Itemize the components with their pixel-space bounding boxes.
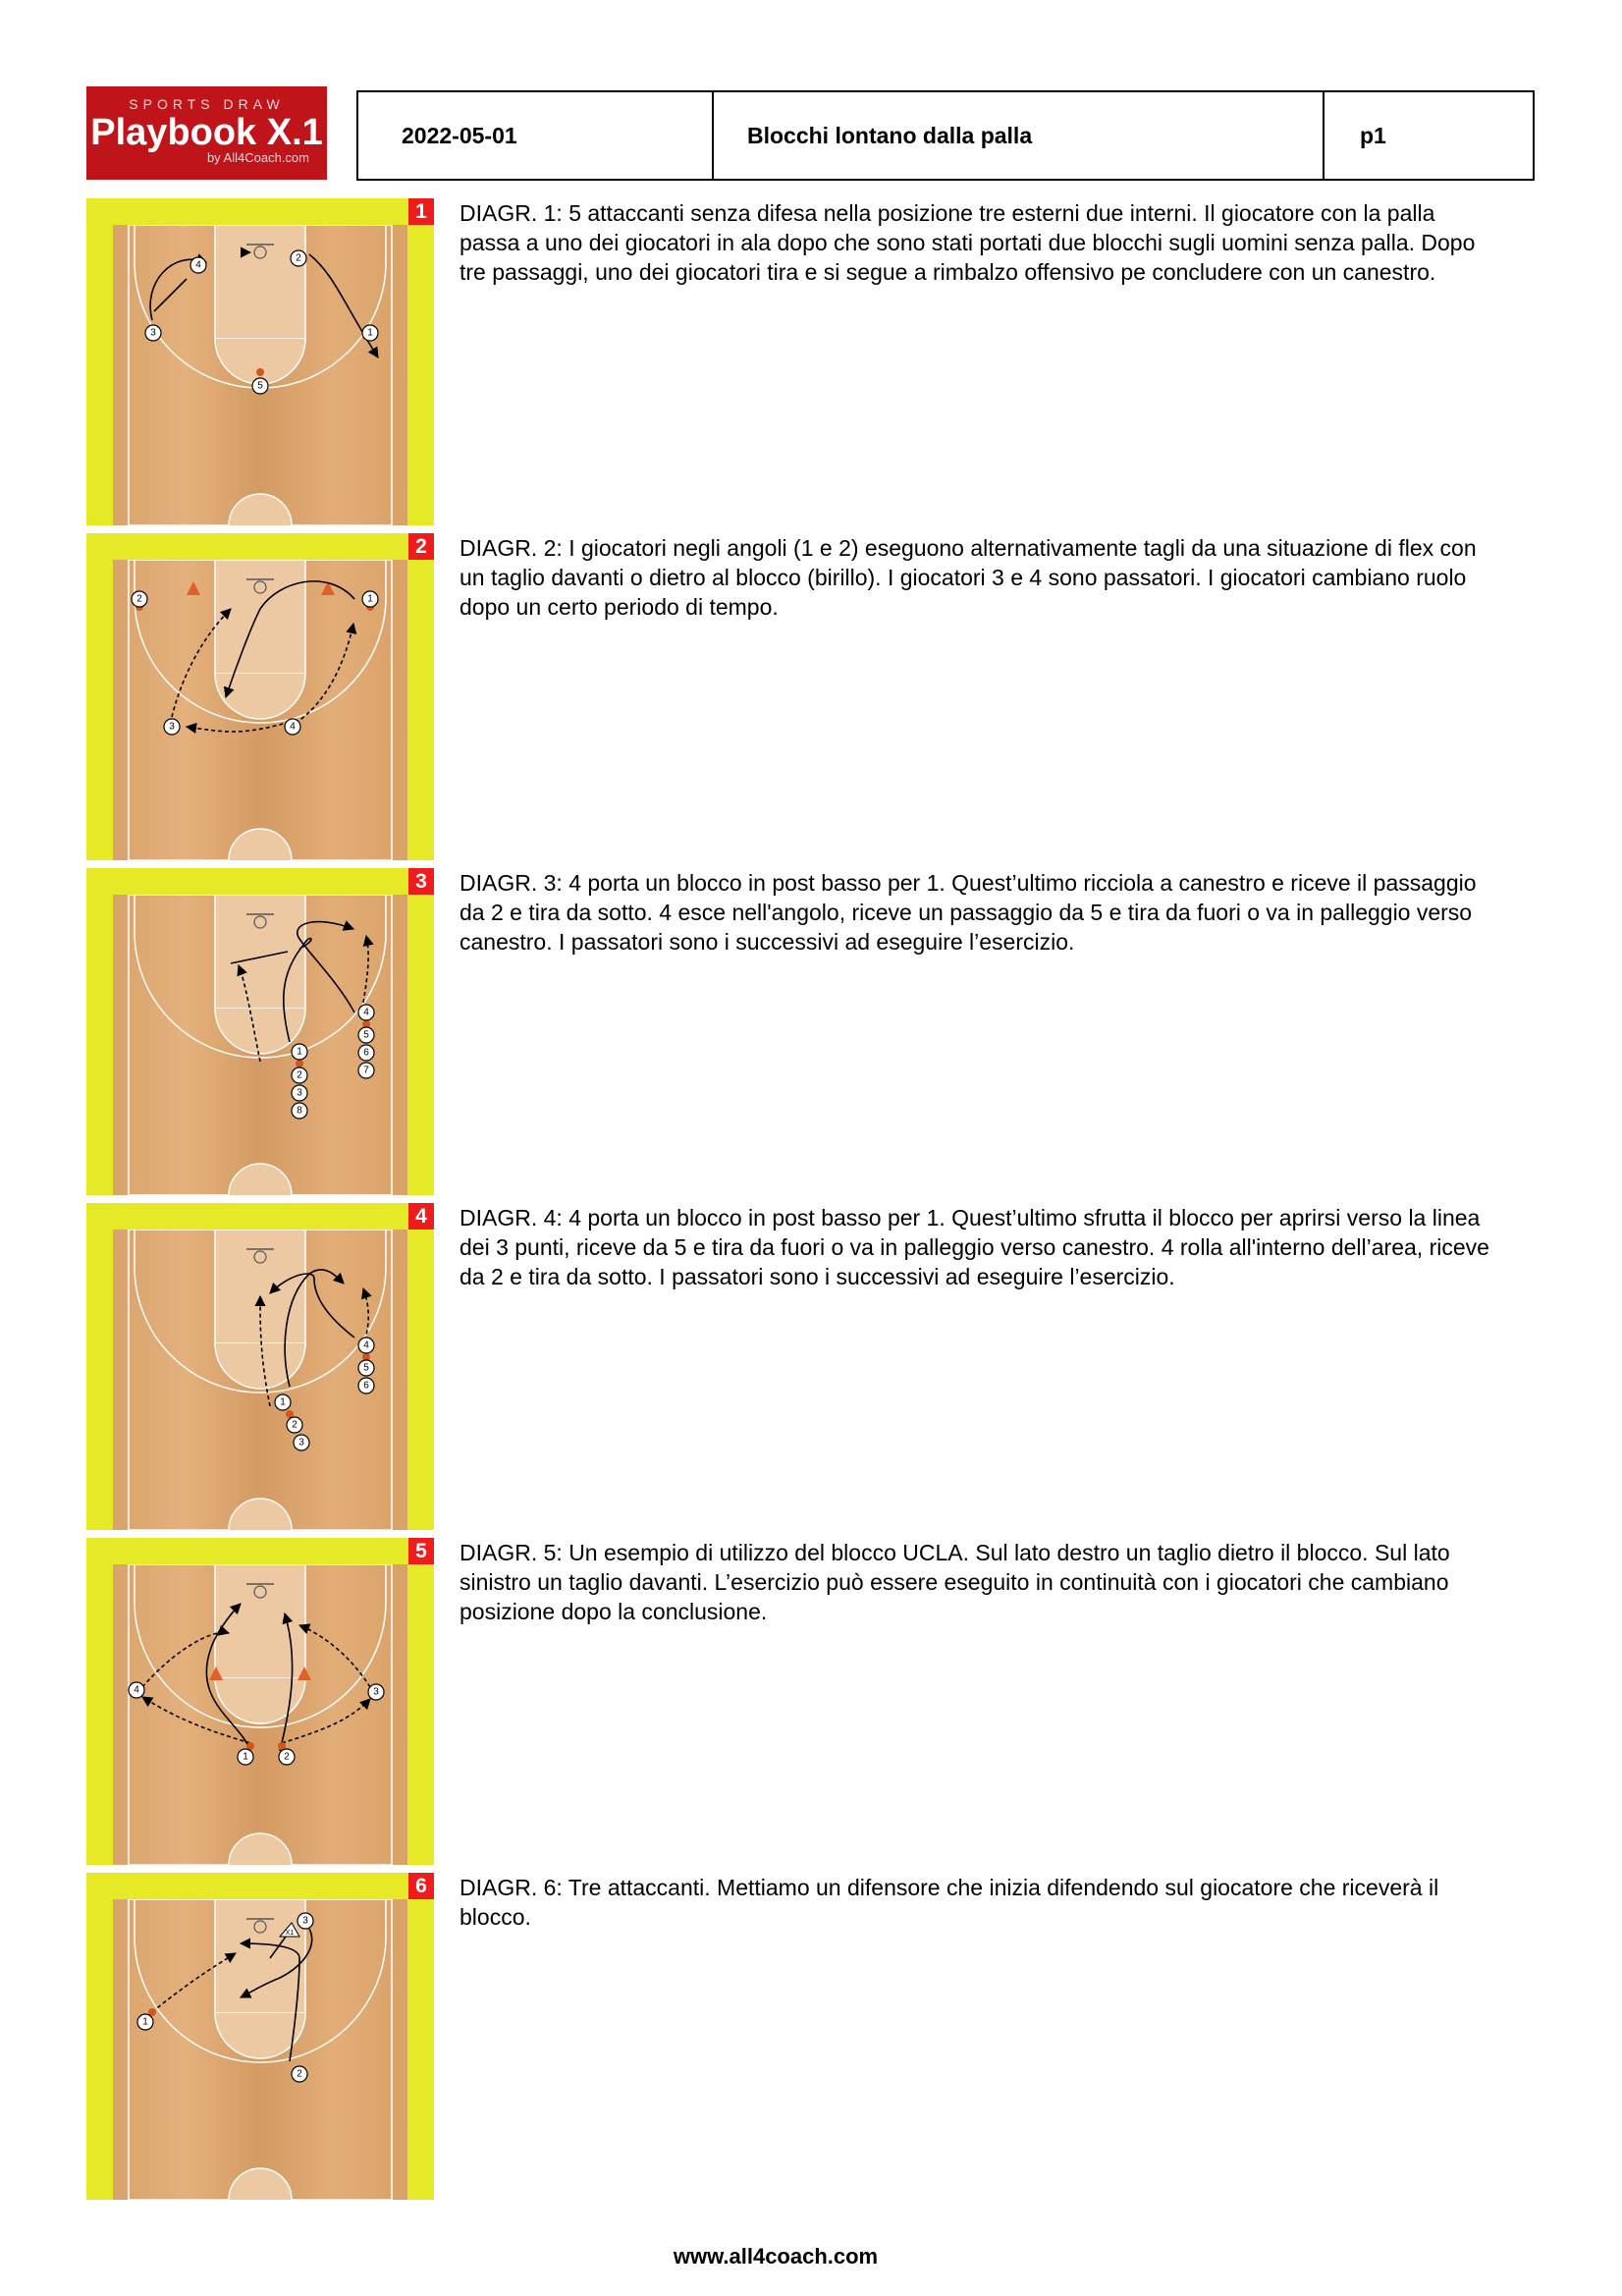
svg-text:1: 1 — [367, 327, 373, 339]
diagram-1 — [86, 198, 434, 525]
player-token — [292, 1044, 307, 1060]
svg-text:6: 6 — [363, 1380, 369, 1392]
svg-text:4: 4 — [195, 259, 201, 271]
diagram-3-description: DIAGR. 3: 4 porta un blocco in post basso per 1. Quest’ultimo ricciola a canestro e riceve il passaggio da 2 e tira da sotto. 4 esce nell'angolo, riceve un passaggio da 5 e tira da fuori o va in palleggio verso canestro. I passatori sono i successivi ad eseguire l’esercizio. — [460, 870, 1477, 955]
player-token — [358, 1045, 374, 1061]
court-1 — [113, 225, 407, 525]
svg-text:7: 7 — [363, 1065, 369, 1076]
player-token — [238, 1749, 253, 1765]
diagram-6 — [86, 1873, 434, 2200]
playbook-logo — [86, 86, 327, 180]
svg-text:3: 3 — [150, 327, 156, 339]
header-page: p1 — [1360, 122, 1386, 148]
player-token — [358, 1063, 374, 1078]
player-token — [285, 719, 300, 735]
svg-text:4: 4 — [290, 721, 296, 733]
svg-text:1: 1 — [142, 2016, 148, 2028]
player-token — [358, 1027, 374, 1043]
player-token — [137, 2014, 153, 2030]
player-token — [362, 325, 378, 341]
diagram-number: 4 — [408, 1203, 434, 1230]
player-token — [358, 1338, 374, 1353]
svg-text:1: 1 — [367, 593, 373, 605]
player-token — [190, 257, 206, 273]
header-date: 2022-05-01 — [358, 92, 714, 179]
diagram-1-description: DIAGR. 1: 5 attaccanti senza difesa nella posizione tre esterni due interni. Il giocatore con la palla passa a uno dei giocatori in ala dopo che sono stati portati due blocchi sugli uomini senza palla. Dopo tre passaggi, uno dei giocatori tira e si segue a rimbalzo offensivo pe concludere con un canestro. — [460, 200, 1476, 285]
player-token — [358, 1005, 374, 1020]
svg-text:4: 4 — [363, 1007, 369, 1018]
diagram-3 — [86, 868, 434, 1195]
svg-text:3: 3 — [302, 1915, 308, 1927]
diagram-2-description: DIAGR. 2: I giocatori negli angoli (1 e 2) eseguono alternativamente tagli da una situazione di flex con un taglio davanti o dietro al blocco (birillo). I giocatori 3 e 4 sono passatori. I giocatori cambiano ruolo dopo un certo periodo di tempo. — [460, 535, 1477, 620]
svg-text:2: 2 — [136, 593, 142, 605]
player-token — [297, 1913, 313, 1929]
player-token — [275, 1394, 291, 1410]
player-token — [294, 1435, 309, 1450]
logo-main-text: Playbook X.1 — [90, 112, 323, 153]
player-token — [362, 591, 378, 607]
court-3 — [113, 895, 407, 1195]
svg-text:X1: X1 — [285, 1930, 295, 1937]
player-token — [292, 2066, 307, 2082]
svg-text:5: 5 — [257, 380, 263, 392]
diagram-number: 6 — [408, 1873, 434, 1899]
player-token — [252, 378, 268, 394]
diagram-2 — [86, 533, 434, 860]
svg-text:2: 2 — [296, 252, 301, 264]
player-token — [358, 1378, 374, 1394]
diagram-number: 2 — [408, 533, 434, 560]
court-6 — [113, 1899, 407, 2200]
diagram-number: 1 — [408, 198, 434, 225]
svg-text:2: 2 — [297, 1069, 302, 1081]
player-token — [129, 1682, 144, 1698]
diagram-5 — [86, 1538, 434, 1865]
svg-text:5: 5 — [363, 1029, 369, 1041]
diagram-4-description: DIAGR. 4: 4 porta un blocco in post basso per 1. Quest’ultimo sfrutta il blocco per aprirsi verso la linea dei 3 punti, riceve da 5 e tira da fuori o va in palleggio verso canestro. 4 rolla all'interno dell’area, riceve da 2 e tira da sotto. I passatori sono i successivi ad eseguire l’esercizio. — [460, 1205, 1489, 1289]
player-token — [132, 591, 147, 607]
svg-text:5: 5 — [363, 1362, 369, 1374]
svg-text:2: 2 — [284, 1751, 290, 1763]
svg-text:3: 3 — [297, 1087, 302, 1099]
svg-text:3: 3 — [169, 721, 175, 733]
diagram-6-description: DIAGR. 6: Tre attaccanti. Mettiamo un difensore che inizia difendendo sul giocatore che riceverà il blocco. — [460, 1875, 1439, 1930]
svg-text:1: 1 — [297, 1046, 302, 1058]
svg-text:2: 2 — [292, 1419, 297, 1431]
svg-text:4: 4 — [134, 1684, 139, 1696]
svg-text:1: 1 — [280, 1396, 286, 1408]
player-token — [358, 1360, 374, 1376]
header-title: Blocchi lontano dalla palla — [714, 92, 1325, 179]
svg-text:8: 8 — [297, 1105, 302, 1117]
diagram-number: 3 — [408, 868, 434, 895]
svg-text:1: 1 — [243, 1751, 248, 1763]
court-5 — [113, 1564, 407, 1865]
player-token — [368, 1684, 384, 1700]
player-token — [291, 250, 306, 266]
player-token — [292, 1067, 307, 1083]
player-token — [164, 719, 180, 735]
player-token — [287, 1417, 302, 1433]
svg-text:6: 6 — [363, 1047, 369, 1059]
player-token — [292, 1085, 307, 1101]
footer-url[interactable]: www.all4coach.com — [673, 2244, 879, 2269]
svg-text:2: 2 — [297, 2068, 302, 2080]
diagram-number: 5 — [408, 1538, 434, 1564]
player-token — [279, 1749, 295, 1765]
player-token — [145, 325, 161, 341]
court-4 — [113, 1230, 407, 1530]
court-2 — [113, 560, 407, 860]
svg-text:4: 4 — [363, 1339, 369, 1351]
player-token — [292, 1103, 307, 1119]
diagram-4 — [86, 1203, 434, 1530]
header-table — [356, 90, 1535, 181]
svg-text:3: 3 — [373, 1686, 379, 1698]
logo-sub-text: by All4Coach.com — [206, 150, 309, 165]
diagram-5-description: DIAGR. 5: Un esempio di utilizzo del blocco UCLA. Sul lato destro un taglio dietro il blocco. Sul lato sinistro un taglio davanti. L’esercizio può essere eseguito in continuità con i giocatori che cambiano posizione dopo la conclusione. — [460, 1540, 1450, 1624]
logo-top-text: SPORTS DRAW — [129, 96, 285, 112]
svg-text:3: 3 — [298, 1437, 304, 1449]
